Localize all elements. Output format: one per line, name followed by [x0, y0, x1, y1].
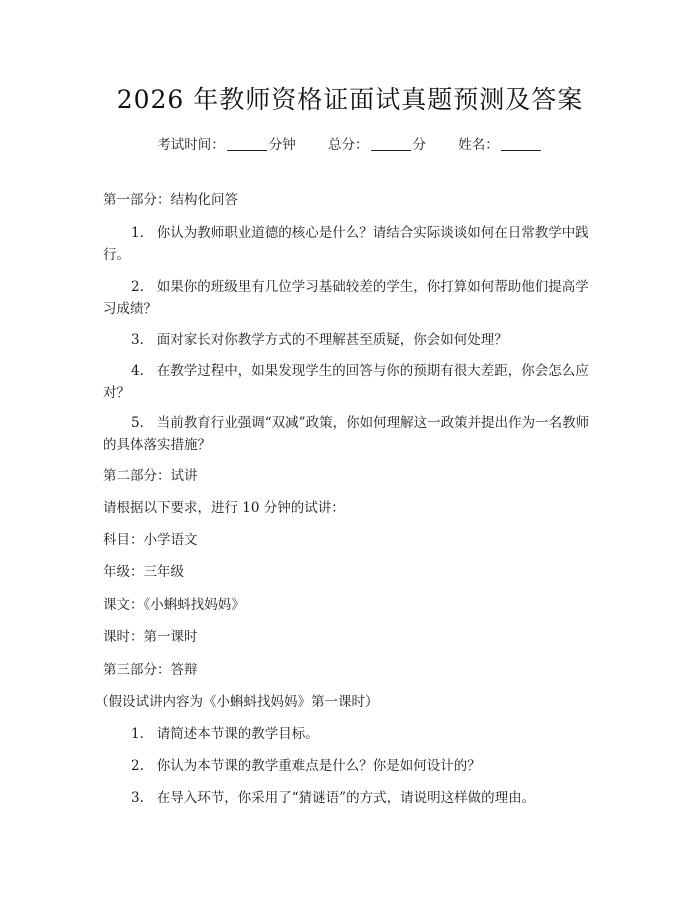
- question-number: 3.: [131, 790, 144, 806]
- question-number: 3.: [131, 332, 144, 348]
- name-field: [458, 137, 543, 153]
- part2-period: 课时：第一课时: [103, 629, 198, 645]
- question-number: 4.: [131, 363, 144, 379]
- name-label: 姓名：: [458, 137, 499, 153]
- part2-grade: 年级：三年级: [103, 564, 184, 580]
- part3-heading: 第三部分：答辩: [103, 662, 198, 678]
- part1-question-4: [103, 360, 597, 404]
- total-score-unit: 分: [412, 137, 426, 153]
- question-text: 请简述本节课的教学目标。: [156, 726, 319, 742]
- total-score-field: [328, 137, 430, 153]
- part2-intro: 请根据以下要求，进行 10 分钟的试讲：: [103, 500, 345, 516]
- question-number: 5.: [131, 415, 144, 431]
- exam-time-label: 考试时间：: [157, 137, 225, 153]
- part1-question-3: [103, 329, 597, 351]
- exam-time-field: [157, 137, 300, 153]
- part2-heading: 第二部分：试讲: [103, 468, 198, 484]
- question-text: 你认为本节课的教学重难点是什么？你是如何设计的？: [156, 758, 481, 774]
- exam-time-blank: [227, 138, 267, 151]
- question-text: 当前教育行业强调“双减”政策，你如何理解这一政策并提出作为一名教师的具体落实措施？: [103, 415, 590, 453]
- question-text: 如果你的班级里有几位学习基础较差的学生，你打算如何帮助他们提高学习成绩？: [103, 279, 589, 317]
- part3-question-3: [103, 787, 597, 809]
- part2-subject: 科目：小学语文: [103, 532, 198, 548]
- question-number: 1.: [131, 726, 144, 742]
- part1-question-2: [103, 276, 597, 320]
- part3-question-2: [103, 755, 597, 777]
- question-text: 面对家长对你教学方式的不理解甚至质疑，你会如何处理？: [156, 332, 508, 348]
- part1-question-5: [103, 412, 597, 456]
- question-number: 2.: [131, 758, 144, 774]
- total-score-blank: [371, 138, 411, 151]
- exam-time-unit: 分钟: [268, 137, 296, 153]
- page-title: 2026 年教师资格证面试真题预测及答案: [116, 85, 584, 114]
- part3-note: （假设试讲内容为《小蝌蚪找妈妈》第一课时）: [95, 694, 379, 710]
- question-text: 在导入环节，你采用了“猜谜语”的方式，请说明这样做的理由。: [156, 790, 536, 806]
- question-number: 1.: [131, 225, 144, 241]
- part1-heading: 第一部分：结构化问答: [103, 192, 238, 208]
- question-number: 2.: [131, 279, 144, 295]
- question-text: 在教学过程中，如果发现学生的回答与你的预期有很大差距，你会怎么应对？: [103, 363, 589, 401]
- question-text: 你认为教师职业道德的核心是什么？请结合实际谈谈如何在日常教学中践行。: [103, 225, 589, 263]
- part3-question-1: [103, 723, 597, 745]
- exam-info-line: [0, 133, 700, 153]
- part2-text: 课文：《小蝌蚪找妈妈》: [103, 597, 245, 613]
- name-blank: [501, 138, 541, 151]
- total-score-label: 总分：: [328, 137, 369, 153]
- part1-question-1: [103, 222, 597, 266]
